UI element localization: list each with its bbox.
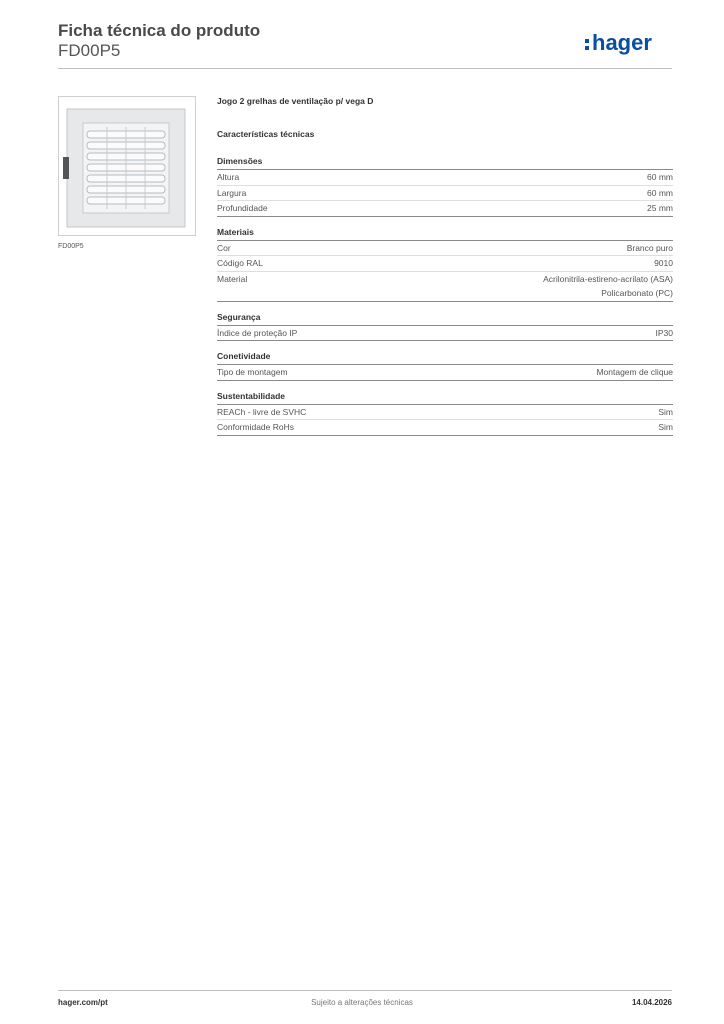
spec-value: [647, 170, 673, 185]
svg-text:hager: hager: [592, 30, 652, 55]
spec-label: REACh - livre de SVHC: [217, 406, 307, 417]
spec-label: Cor: [217, 242, 231, 253]
spec-value-line: 60 mm: [647, 187, 673, 198]
spec-value-line: 9010: [654, 258, 673, 268]
hager-logo: [583, 28, 673, 58]
spec-section: [217, 227, 673, 302]
section-title: Sustentabilidade: [217, 391, 673, 405]
spec-value-line: IP30: [655, 327, 673, 338]
product-details: [217, 96, 673, 446]
section-title: Dimensões: [217, 156, 673, 170]
spec-value: [647, 186, 673, 201]
spec-value: [654, 256, 673, 271]
section-title: Conetividade: [217, 351, 673, 365]
footer-date: 14.04.2026: [631, 998, 672, 1007]
spec-value-line: 60 mm: [647, 172, 673, 182]
document-title: Ficha técnica do produto: [58, 21, 261, 40]
spec-row: [217, 405, 673, 421]
section-title: Segurança: [217, 312, 673, 326]
spec-label: Código RAL: [217, 258, 263, 268]
spec-row: [217, 170, 673, 186]
spec-value: [656, 326, 674, 341]
spec-row: [217, 256, 673, 272]
spec-row: [217, 420, 673, 436]
spec-value: [647, 201, 673, 216]
spec-value-line: Policarbonato (PC): [601, 288, 673, 298]
spec-value-line: Acrilonitrila-estireno-acrilato (ASA): [543, 273, 673, 284]
section-title: Materiais: [217, 227, 673, 241]
spec-value: [627, 241, 673, 256]
spec-value-line: 25 mm: [647, 203, 673, 213]
spec-value: [596, 365, 673, 380]
spec-row: [217, 272, 673, 302]
spec-label: Altura: [217, 172, 240, 182]
spec-label: Conformidade RoHs: [217, 422, 295, 432]
spec-value: [658, 420, 673, 435]
image-caption: FD00P5: [58, 243, 84, 250]
footer-disclaimer: Sujeito a alterações técnicas: [311, 998, 413, 1007]
ventilation-grille-image: [58, 96, 196, 236]
spec-value: [658, 405, 673, 420]
footer-website: hager.com/pt: [58, 998, 108, 1007]
footer-divider: [58, 990, 672, 991]
spec-section: [217, 391, 673, 436]
spec-value-line: Sim: [658, 422, 673, 432]
spec-label: Profundidade: [217, 203, 268, 213]
spec-label: Largura: [217, 187, 247, 198]
spec-row: [217, 326, 673, 342]
spec-section: [217, 156, 673, 217]
header-divider: [58, 68, 672, 69]
technical-characteristics-heading: Características técnicas: [217, 129, 315, 139]
spec-value: [543, 272, 673, 301]
spec-row: [217, 201, 673, 217]
spec-label: Tipo de montagem: [217, 367, 288, 377]
spec-sections: [217, 156, 673, 436]
spec-value-line: Branco puro: [626, 242, 673, 253]
product-name: Jogo 2 grelhas de ventilação p/ vega D: [217, 96, 374, 106]
spec-value-line: Montagem de clique: [596, 367, 673, 377]
spec-label: Material: [217, 273, 248, 284]
spec-row: [217, 186, 673, 202]
spec-section: [217, 351, 673, 381]
product-code: FD00P5: [58, 41, 121, 60]
spec-label: Índice de proteção IP: [217, 327, 298, 338]
spec-section: [217, 312, 673, 342]
spec-row: [217, 241, 673, 257]
spec-row: [217, 365, 673, 381]
spec-value-line: Sim: [658, 406, 673, 417]
